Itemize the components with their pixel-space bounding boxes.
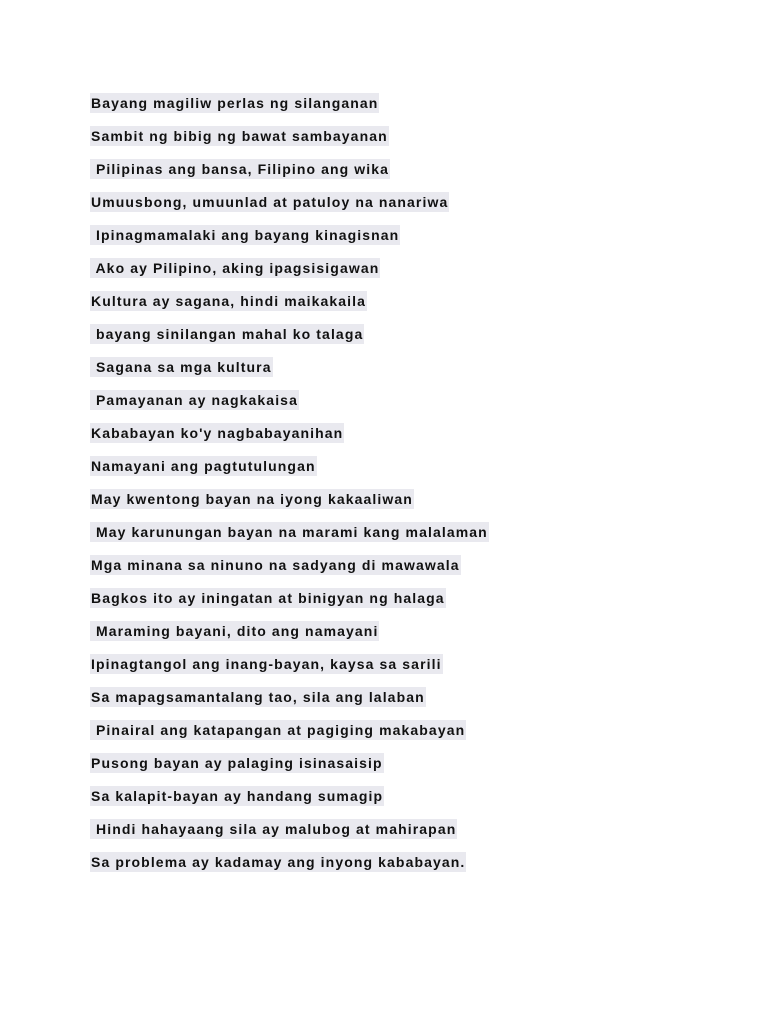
poem-line: May kwentong bayan na iyong kakaaliwan <box>91 491 413 507</box>
poem-line: Mga minana sa ninuno na sadyang di mawawala <box>91 557 460 573</box>
poem-line: May karunungan bayan na marami kang malalaman <box>91 524 488 540</box>
poem-line: Sa mapagsamantalang tao, sila ang lalaban <box>91 689 425 705</box>
poem-line: Kababayan ko'y nagbabayanihan <box>91 425 344 441</box>
poem-line: Pusong bayan ay palaging isinasaisip <box>91 755 383 771</box>
poem-line: bayang sinilangan mahal ko talaga <box>91 326 364 342</box>
poem-line: Sa problema ay kadamay ang inyong kababayan. <box>91 854 466 870</box>
poem-line: Ipinagmamalaki ang bayang kinagisnan <box>91 227 400 243</box>
poem-line: Sambit ng bibig ng bawat sambayanan <box>91 128 388 144</box>
poem-line: Umuusbong, umuunlad at patuloy na nanariwa <box>91 194 449 210</box>
poem-line: Kultura ay sagana, hindi maikakaila <box>91 293 367 309</box>
poem-line: Ipinagtangol ang inang-bayan, kaysa sa sarili <box>91 656 442 672</box>
poem-line: Ako ay Pilipino, aking ipagsisigawan <box>91 260 380 276</box>
poem-line: Bayang magiliw perlas ng silanganan <box>91 95 379 111</box>
poem-line: Pamayanan ay nagkakaisa <box>91 392 298 408</box>
poem-line: Hindi hahayaang sila ay malubog at mahirapan <box>91 821 457 837</box>
poem-line: Maraming bayani, dito ang namayani <box>91 623 379 639</box>
poem-line: Pinairal ang katapangan at pagiging makabayan <box>91 722 466 738</box>
poem-text <box>90 93 489 885</box>
poem-line: Sagana sa mga kultura <box>91 359 272 375</box>
poem-line: Pilipinas ang bansa, Filipino ang wika <box>91 161 390 177</box>
poem-line: Bagkos ito ay iningatan at binigyan ng halaga <box>91 590 445 606</box>
poem-line: Sa kalapit-bayan ay handang sumagip <box>91 788 384 804</box>
poem-line: Namayani ang pagtutulungan <box>91 458 316 474</box>
